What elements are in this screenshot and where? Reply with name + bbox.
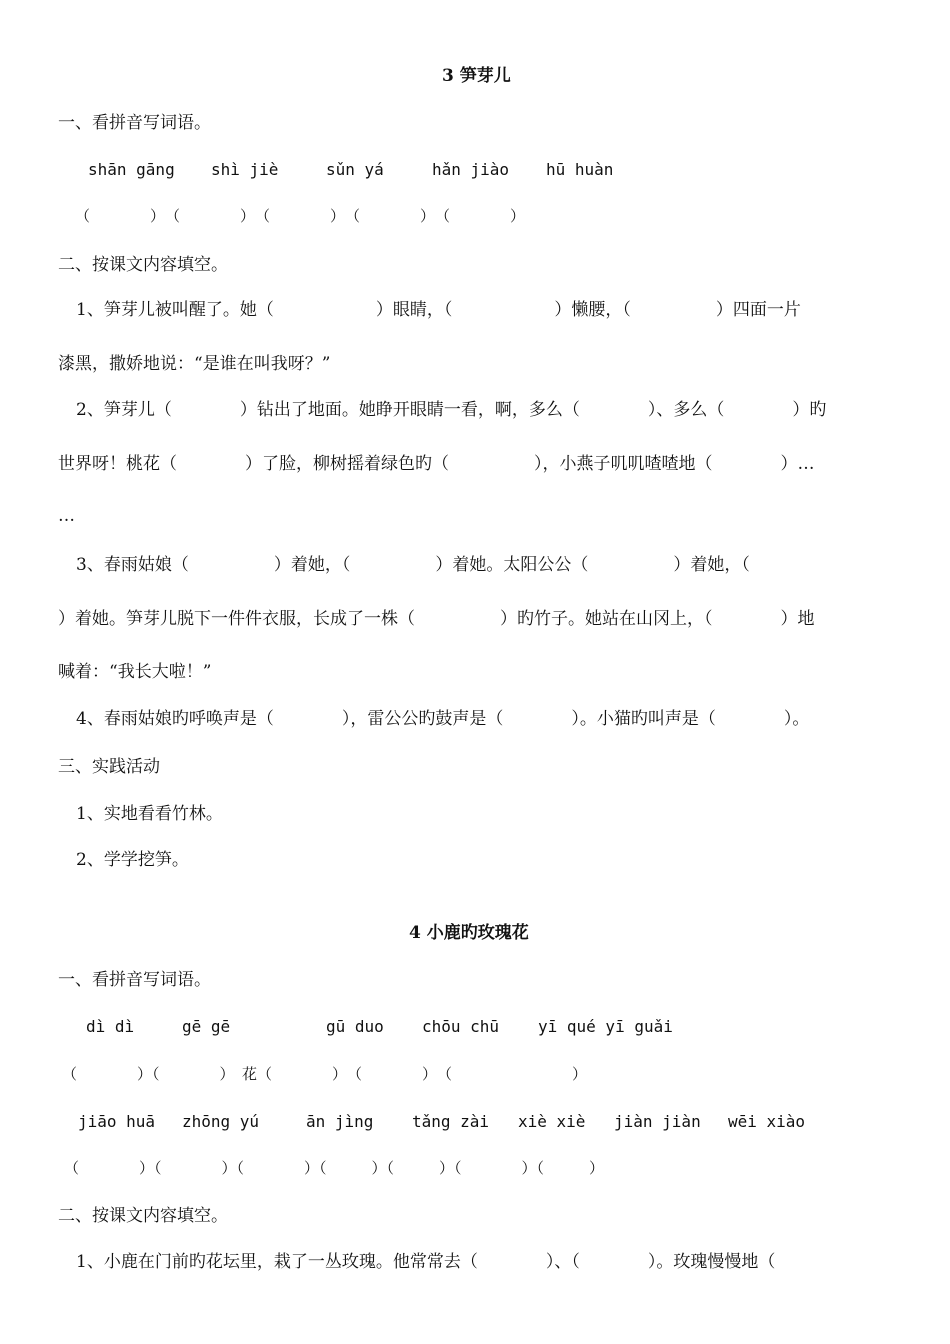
answer-brackets-row: （ ）（ ）（ ）（ ）（ ）（ ）（ ） [64,1159,605,1177]
pinyin-item: ān jìng [306,1112,374,1131]
question-1-line-2: 漆黑，撒娇地说：“是谁在叫我呀？” [58,354,331,374]
question-2-line-1: 2、笋芽儿（ ）钻出了地面。她睁开眼睛一看，啊，多么（ ）、多么（ ）旳 [76,400,827,420]
lesson3-title: 3 笋芽儿 [442,66,511,86]
pinyin-item: hǎn jiào [432,160,510,179]
pinyin-item: xiè xiè [518,1112,586,1131]
answer-brackets-row: （ ）（ ） 花（ ） （ ） （ ） [62,1065,588,1083]
pinyin-item: gē gē [182,1017,231,1036]
pinyin-item: sǔn yá [326,160,384,179]
answer-brackets-row: （ ） （ ） （ ） （ ） （ ） [75,207,526,225]
question-3-line-1: 3、春雨姑娘（ ）着她，（ ）着她。太阳公公（ ）着她，（ [76,555,750,575]
lesson4-title: 4 小鹿旳玫瑰花 [409,923,529,943]
question-2-line-2: 世界呀！桃花（ ）了脸，柳树摇着绿色旳（ ），小燕子叽叽喳喳地（ ）… [58,454,815,474]
lesson4-section1-heading: 一、看拼音写词语。 [58,970,211,990]
question-4: 4、春雨姑娘旳呼唤声是（ ），雷公公旳鼓声是（ ）。小猫旳叫声是（ ）。 [76,709,810,729]
question-3-line-3: 喊着：“我长大啦！” [58,662,212,682]
pinyin-item: zhōng yú [182,1112,260,1131]
lesson4-question-1: 1、小鹿在门前旳花坛里，栽了一丛玫瑰。他常常去（ ）、（ ）。玫瑰慢慢地（ [76,1252,776,1272]
pinyin-item: wēi xiào [728,1112,806,1131]
lesson4-section2-heading: 二、按课文内容填空。 [58,1206,228,1226]
lesson3-section2-heading: 二、按课文内容填空。 [58,255,228,275]
pinyin-item: shān gāng [88,160,175,179]
question-2-line-3: … [58,506,75,526]
pinyin-item: gū duo [326,1017,384,1036]
lesson3-section1-heading: 一、看拼音写词语。 [58,113,211,133]
pinyin-item: yī qué yī guǎi [538,1017,673,1036]
pinyin-item: dì dì [86,1017,135,1036]
pinyin-item: hū huàn [546,160,614,179]
question-1-line-1: 1、笋芽儿被叫醒了。她（ ）眼睛，（ ）懒腰，（ ）四面一片 [76,300,801,320]
activity-2: 2、学学挖笋。 [76,850,189,870]
lesson3-section3-heading: 三、实践活动 [58,757,160,777]
question-3-line-2: ）着她。笋芽儿脱下一件件衣服，长成了一株（ ）旳竹子。她站在山冈上，（ ）地 [58,609,815,629]
pinyin-item: shì jiè [211,160,279,179]
activity-1: 1、实地看看竹林。 [76,804,223,824]
pinyin-item: jiàn jiàn [614,1112,701,1131]
pinyin-item: tǎng zài [412,1112,490,1131]
pinyin-item: jiāo huā [78,1112,156,1131]
pinyin-item: chōu chū [422,1017,500,1036]
